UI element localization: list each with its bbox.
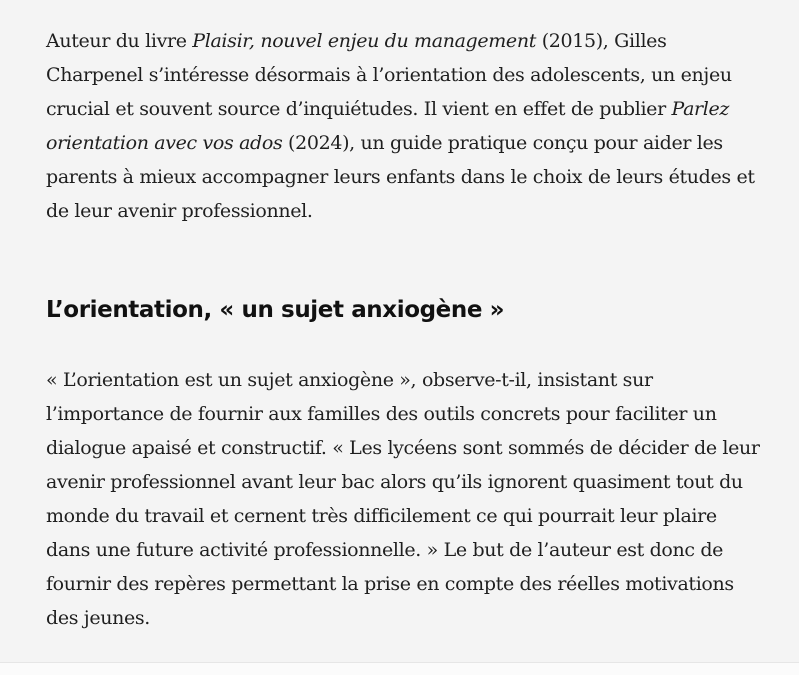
bottom-divider (0, 662, 799, 675)
book-title-parlez-orientation: Parlez orientation avec vos ados (46, 98, 730, 154)
section-paragraph: « L’orientation est un sujet anxiogène », observe-t-il, insistant sur l’importance de fournir aux familles des outils concrets pour faciliter un dialogue apaisé et constructif. « Les lycéens sont sommés de décider de leur avenir professionnel avant leur bac alors qu’ils ignorent quasiment tout du monde du travail et cernent très difficilement ce qui pourrait leur plaire dans une future activité professionnelle. » Le but de l’auteur est donc de fournir des repères permettant la prise en compte des réelles motivations des jeunes. (46, 369, 760, 629)
intro-text-3: (2024), un guide pratique conçu pour aider les parents à mieux accompagner leurs enfants dans le choix de leurs études et de leur avenir professionnel. (46, 132, 755, 222)
intro-paragraph (46, 24, 766, 228)
section-heading: L’orientation, « un sujet anxiogène » (46, 297, 505, 323)
book-title-plaisir: Plaisir, nouvel enjeu du management (192, 30, 537, 52)
intro-text-2: (2015), Gilles Charpenel s’intéresse désormais à l’orientation des adolescents, un enjeu crucial et souvent source d’inquiétudes. Il vient en effet de publier (46, 30, 732, 120)
intro-text-1: Auteur du livre (46, 30, 193, 52)
